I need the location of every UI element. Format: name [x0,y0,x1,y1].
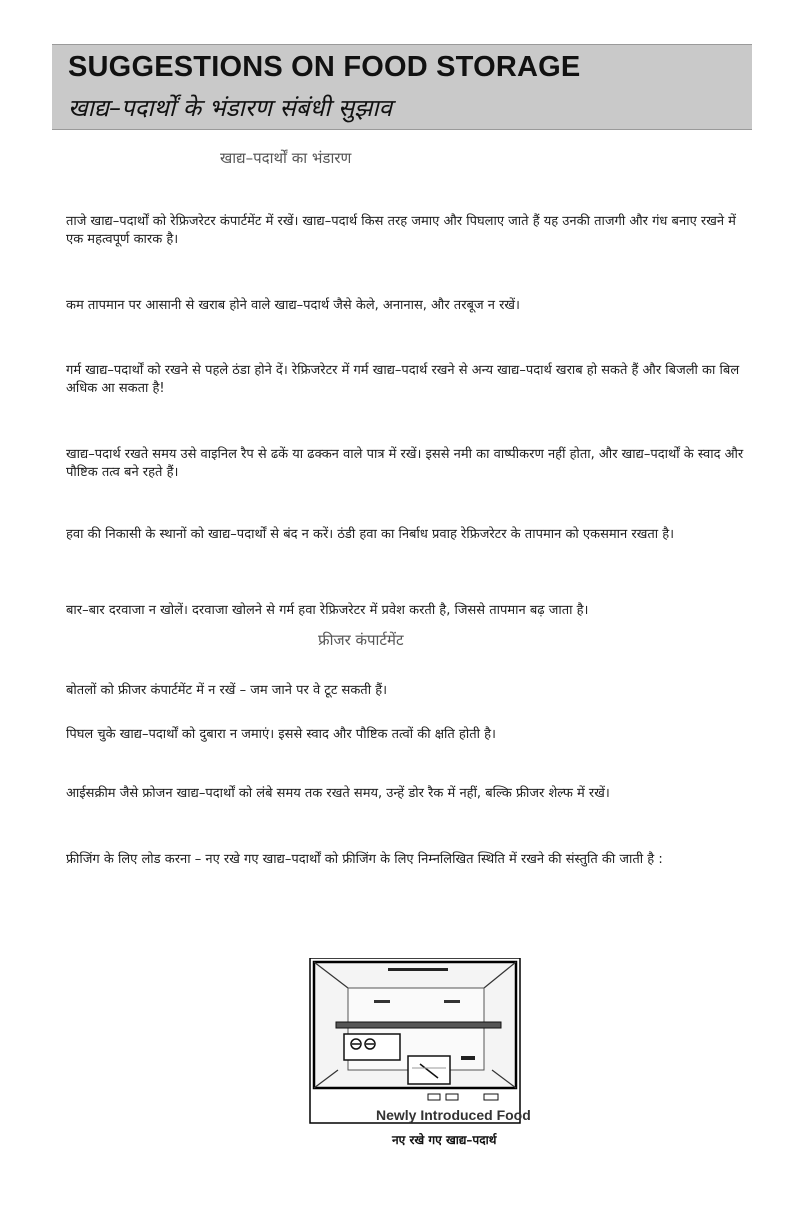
paragraph-door-opening: बार–बार दरवाजा न खोलें। दरवाजा खोलने से गर्म हवा रेफ्रिजरेटर में प्रवेश करती है, जिससे तापमान बढ़ जाता है। [66,603,589,618]
figure-caption: नए रखे गए खाद्य–पदार्थ [392,1133,497,1147]
paragraph-bottles: बोतलों को फ्रीजर कंपार्टमेंट में न रखें – जम जाने पर वे टूट सकती हैं। [66,683,388,698]
paragraph-air-vents: हवा की निकासी के स्थानों को खाद्य–पदार्थों से बंद न करें। ठंडी हवा का निर्बाध प्रवाह रेफ्रिजरेटर के तापमान को एकसमान रखता है। [66,527,675,542]
page-title-hindi: खाद्य–पदार्थों के भंडारण संबंधी सुझाव [68,94,392,122]
freezer-illustration [308,958,558,1128]
paragraph-ice-cream: आईसक्रीम जैसे फ्रोजन खाद्य–पदार्थों को लंबे समय तक रखते समय, उन्हें डोर रैक में नहीं, बल्कि फ्रीजर शेल्फ में रखें। [66,786,610,801]
paragraph-low-temperature: कम तापमान पर आसानी से खराब होने वाले खाद्य–पदार्थ जैसे केले, अनानास, और तरबूज न रखें। [66,298,520,313]
air-vent-top [388,968,448,971]
paragraph-hot-food: गर्म खाद्य–पदार्थों को रखने से पहले ठंडा होने दें। रेफ्रिजरेटर में गर्म खाद्य–पदार्थ रखने से अन्य खाद्य–पदार्थ खराब हो सकते हैं और बिजली का बिल अधिक आ सकता है! [66,363,740,396]
air-vent-right [444,1000,460,1003]
air-vent-left [374,1000,390,1003]
newly-introduced-food-box [408,1056,450,1084]
figure-label: Newly Introduced Food [376,1107,531,1123]
freezer-diagram-svg [308,958,558,1128]
section-heading-storage: खाद्य–पदार्थों का भंडारण [220,149,352,167]
paragraph-cover-food: खाद्य–पदार्थ रखते समय उसे वाइनिल रैप से ढकें या ढक्कन वाले पात्र में रखें। इससे नमी का वाष्पीकरण नहीं होता, और खाद्य–पदार्थों के स्वाद और पौष्टिक तत्व बने रहते हैं। [66,447,744,480]
section-heading-freezer: फ्रीजर कंपार्टमेंट [318,631,404,649]
freezer-shelf [336,1022,501,1028]
page-title: SUGGESTIONS ON FOOD STORAGE [68,51,581,83]
header-band [52,44,752,130]
control-slot [461,1056,475,1060]
paragraph-refreeze: पिघल चुके खाद्य–पदार्थों को दुबारा न जमाएं। इससे स्वाद और पौष्टिक तत्वों की क्षति होती है। [66,727,496,742]
paragraph-loading: फ्रीजिंग के लिए लोड करना – नए रखे गए खाद्य–पदार्थों को फ्रीजिंग के लिए निम्नलिखित स्थिति में रखने की संस्तुति की जाती है : [66,852,663,867]
paragraph-fresh-food: ताजे खाद्य–पदार्थों को रेफ्रिजरेटर कंपार्टमेंट में रखें। खाद्य–पदार्थ किस तरह जमाए और पिघलाए जाते हैं यह उनकी ताजगी और गंध बनाए रखने में एक महत्वपूर्ण कारक है। [66,214,736,247]
